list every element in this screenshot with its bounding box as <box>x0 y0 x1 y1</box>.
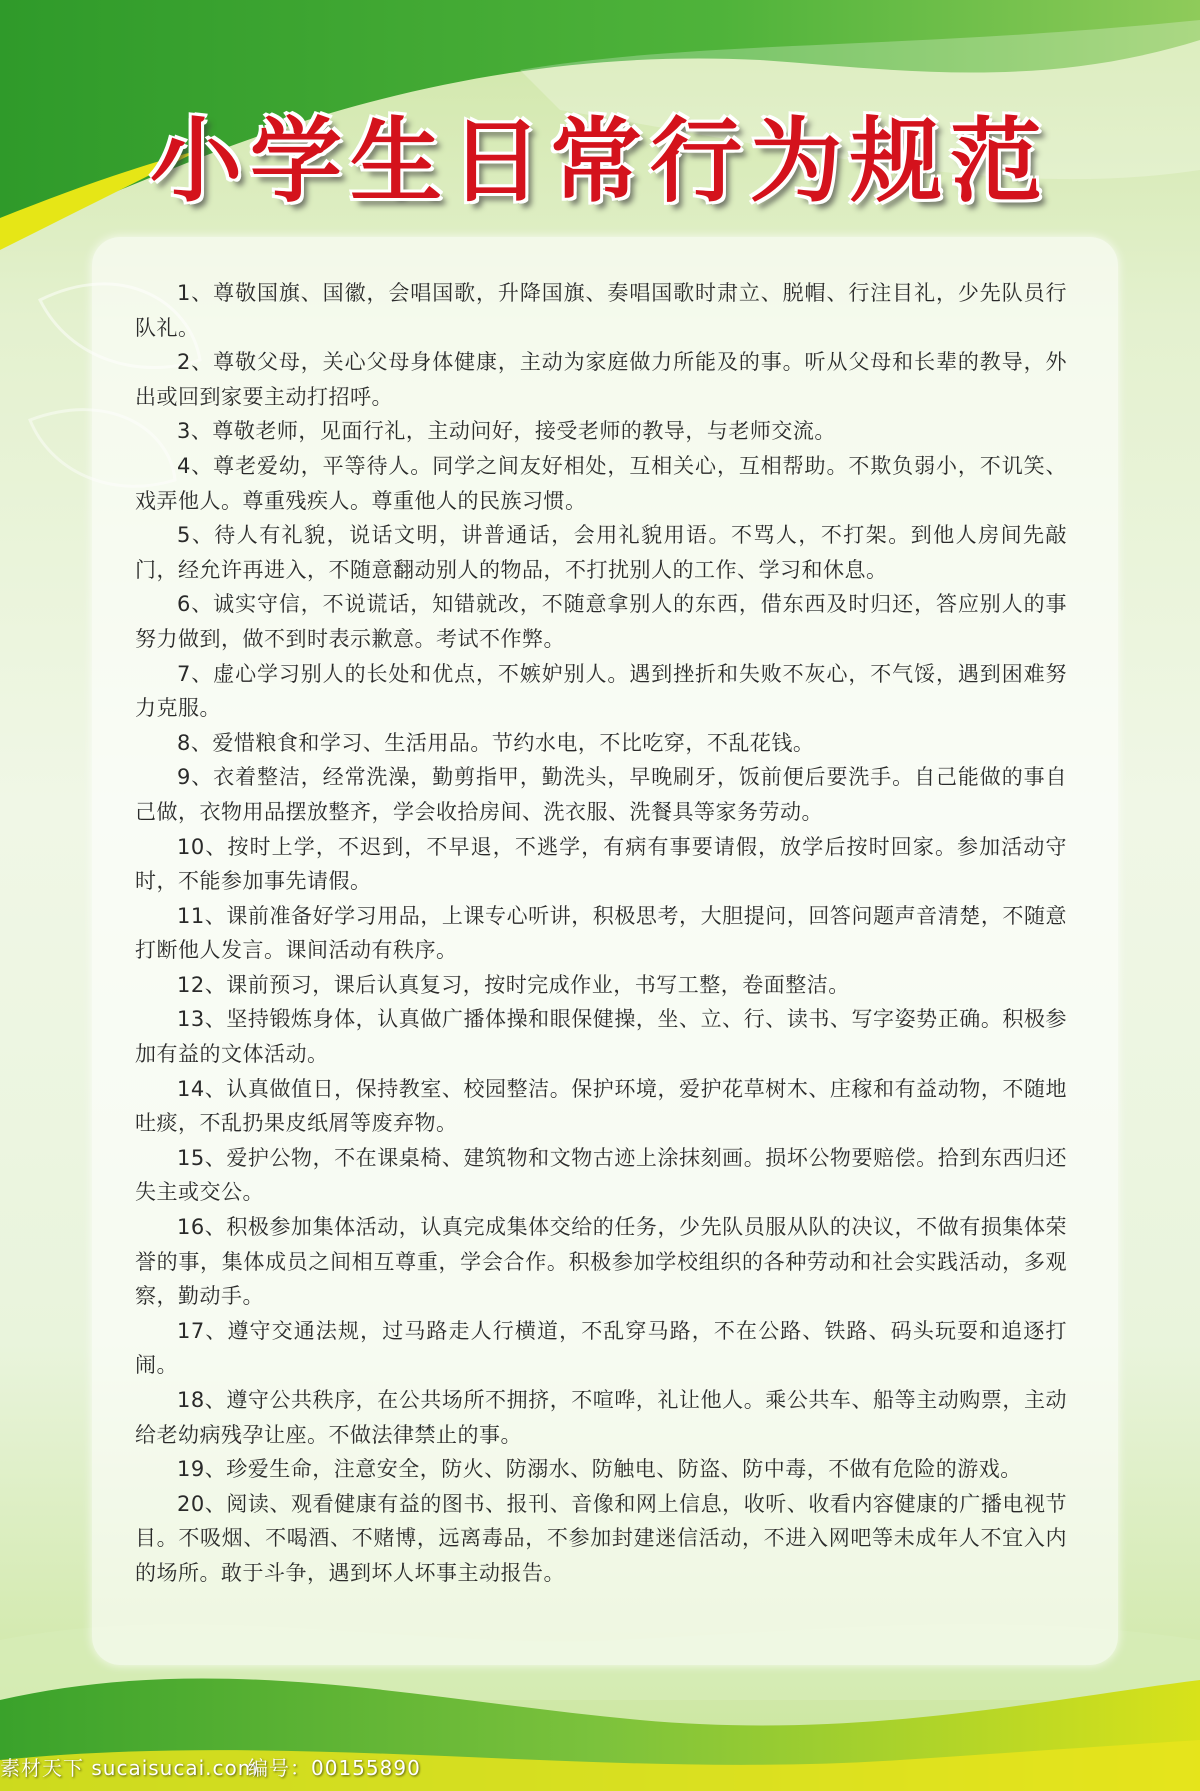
rule-item: 14、认真做值日，保持教室、校园整洁。保护环境，爱护花草树木、庄稼和有益动物，不随地吐痰，不乱扔果皮纸屑等废弃物。 <box>135 1076 1067 1136</box>
rule-item: 9、衣着整洁，经常洗澡，勤剪指甲，勤洗头，早晚刷牙，饭前便后要洗手。自己能做的事自己做，衣物用品摆放整齐，学会收拾房间、洗衣服、洗餐具等家务劳动。 <box>135 765 1067 824</box>
rule-item: 1、尊敬国旗、国徽，会唱国歌，升降国旗、奏唱国歌时肃立、脱帽、行注目礼，少先队员行队礼。 <box>135 281 1067 340</box>
watermark-site: 素材天下 sucaisucai.com <box>0 1756 259 1780</box>
rule-item: 11、课前准备好学习用品，上课专心听讲，积极思考，大胆提问，回答问题声音清楚，不随意打断他人发言。课间活动有秩序。 <box>135 903 1067 963</box>
rule-item: 15、爱护公物，不在课桌椅、建筑物和文物古迹上涂抹刻画。损坏公物要赔偿。拾到东西归还失主或交公。 <box>135 1145 1067 1205</box>
rule-item: 16、积极参加集体活动，认真完成集体交给的任务，少先队员服从队的决议，不做有损集体荣誉的事，集体成员之间相互尊重，学会合作。积极参加学校组织的各种劳动和社会实践活动，多观察，勤动手。 <box>135 1215 1067 1309</box>
rule-item: 17、遵守交通法规，过马路走人行横道，不乱穿马路，不在公路、铁路、码头玩耍和追逐打闹。 <box>135 1318 1067 1378</box>
watermark-id: 编号：00155890 <box>248 1756 421 1780</box>
rule-item: 12、课前预习，课后认真复习，按时完成作业，书写工整，卷面整洁。 <box>177 972 850 997</box>
watermark <box>0 1750 440 1786</box>
rule-item: 10、按时上学，不迟到，不早退，不逃学，有病有事要请假，放学后按时回家。参加活动守时，不能参加事先请假。 <box>135 834 1067 894</box>
poster-title: 小学生日常行为规范 <box>149 108 1050 215</box>
rule-item: 6、诚实守信，不说谎话，知错就改，不随意拿别人的东西，借东西及时归还，答应别人的事努力做到，做不到时表示歉意。考试不作弊。 <box>135 592 1067 651</box>
rule-item: 19、珍爱生命，注意安全，防火、防溺水、防触电、防盗、防中毒，不做有危险的游戏。 <box>177 1457 1022 1482</box>
rule-item: 5、待人有礼貌，说话文明，讲普通话，会用礼貌用语。不骂人，不打架。到他人房间先敲门，经允许再进入，不随意翻动别人的物品，不打扰别人的工作、学习和休息。 <box>135 523 1067 582</box>
rules-list <box>135 276 1067 1591</box>
rule-item: 13、坚持锻炼身体，认真做广播体操和眼保健操，坐、立、行、读书、写字姿势正确。积极参加有益的文体活动。 <box>135 1007 1067 1067</box>
rule-item: 8、爱惜粮食和学习、生活用品。节约水电，不比吃穿，不乱花钱。 <box>177 730 815 755</box>
rule-item: 7、虚心学习别人的长处和优点，不嫉妒别人。遇到挫折和失败不灰心，不气馁，遇到困难努力克服。 <box>135 661 1067 721</box>
rule-item: 2、尊敬父母，关心父母身体健康，主动为家庭做力所能及的事。听从父母和长辈的教导，外出或回到家要主动打招呼。 <box>135 350 1067 409</box>
rule-item: 4、尊老爱幼，平等待人。同学之间友好相处，互相关心，互相帮助。不欺负弱小，不讥笑、戏弄他人。尊重残疾人。尊重他人的民族习惯。 <box>135 453 1067 513</box>
rule-item: 20、阅读、观看健康有益的图书、报刊、音像和网上信息，收听、收看内容健康的广播电视节目。不吸烟、不喝酒、不赌博，远离毒品，不参加封建迷信活动，不进入网吧等未成年人不宜入内的场所。敢于斗争，遇到坏人坏事主动报告。 <box>135 1491 1067 1585</box>
rule-item: 3、尊敬老师，见面行礼，主动问好，接受老师的教导，与老师交流。 <box>177 419 836 444</box>
rule-item: 18、遵守公共秩序，在公共场所不拥挤，不喧哗，礼让他人。乘公共车、船等主动购票，主动给老幼病残孕让座。不做法律禁止的事。 <box>135 1388 1067 1447</box>
